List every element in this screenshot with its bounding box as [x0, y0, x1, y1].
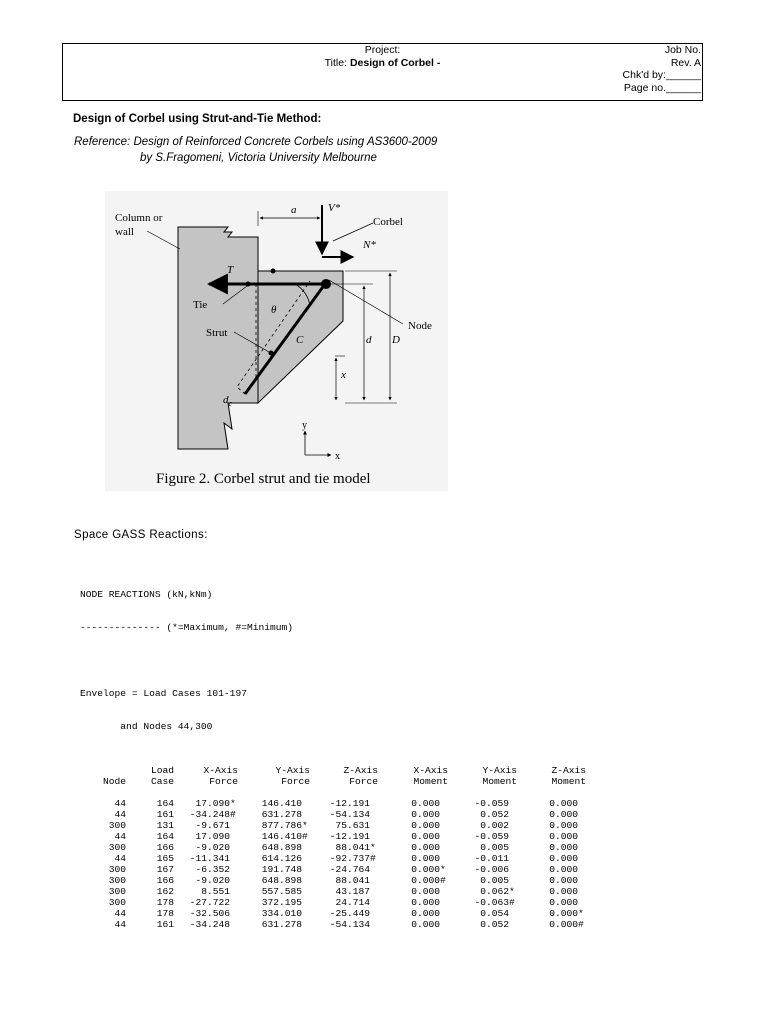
table-cell — [126, 875, 174, 886]
table-cell — [126, 853, 174, 864]
table-cell — [174, 864, 238, 875]
label-x: x — [341, 369, 346, 381]
title-block-right — [623, 44, 701, 94]
label-v: V* — [328, 202, 341, 214]
cell-flag: * — [509, 886, 515, 897]
reactions-table — [80, 765, 586, 930]
table-cell — [126, 842, 174, 853]
cell-value: 17.090 — [195, 798, 230, 809]
cell-value: 146.410 — [261, 798, 302, 809]
cell-value: -0.011 — [474, 853, 509, 864]
table-cell — [174, 831, 238, 842]
table-cell — [378, 864, 448, 875]
cell-value: 17.090 — [195, 831, 230, 842]
cell-value: 0.000 — [549, 842, 578, 853]
project-label: Project: — [364, 44, 401, 56]
table-cell — [80, 831, 126, 842]
table-cell — [310, 875, 378, 886]
table-cell — [126, 831, 174, 842]
cell-flag: # — [302, 831, 308, 842]
table-cell — [126, 919, 174, 930]
label-c: C — [296, 334, 304, 346]
label-d: d — [366, 334, 372, 346]
cell-value: 44 — [114, 853, 126, 864]
strut-tie-diagram — [105, 191, 448, 491]
cell-value: -32.506 — [189, 908, 230, 919]
table-cell — [80, 864, 126, 875]
table-cell — [310, 886, 378, 897]
reactions-report — [80, 567, 586, 941]
cell-value: 300 — [108, 886, 126, 897]
table-cell — [174, 886, 238, 897]
title-block — [62, 43, 703, 101]
table-cell — [238, 853, 310, 864]
cell-value: 44 — [114, 908, 126, 919]
tie-point — [246, 282, 251, 287]
table-cell — [448, 897, 517, 908]
cell-value: -0.059 — [474, 831, 509, 842]
table-row — [80, 864, 586, 875]
cell-value: -27.722 — [189, 897, 230, 908]
cell-flag: * — [230, 798, 236, 809]
cell-value: 161 — [156, 809, 174, 820]
table-cell — [448, 908, 517, 919]
table-cell — [238, 897, 310, 908]
table-cell — [80, 897, 126, 908]
cell-value: -9.671 — [195, 820, 230, 831]
section-title: Design of Corbel using Strut-and-Tie Method: — [73, 113, 322, 125]
table-cell — [517, 853, 586, 864]
table-cell — [80, 908, 126, 919]
report-legend: -------------- (*=Maximum, #=Minimum) — [80, 622, 294, 633]
table-cell — [238, 809, 310, 820]
reactions-label: Space GASS Reactions: — [74, 529, 208, 541]
table-cell — [378, 908, 448, 919]
table-cell — [126, 820, 174, 831]
table-cell — [448, 842, 517, 853]
cell-flag: # — [578, 919, 584, 930]
table-row — [80, 853, 586, 864]
cell-flag: * — [370, 842, 376, 853]
col-header: Z-Axis — [551, 765, 586, 776]
table-cell — [174, 908, 238, 919]
table-cell — [448, 820, 517, 831]
cell-flag: * — [302, 820, 308, 831]
table-cell — [378, 897, 448, 908]
cell-value: 0.000 — [411, 842, 440, 853]
cell-value: -11.341 — [189, 853, 230, 864]
title-value: Design of Corbel - — [349, 57, 441, 69]
table-row — [80, 886, 586, 897]
cell-value: 131 — [156, 820, 174, 831]
col-header: X-Axis — [413, 765, 448, 776]
label-theta: θ — [271, 304, 277, 316]
cell-value: 0.000 — [549, 864, 578, 875]
cell-flag: # — [440, 875, 446, 886]
table-cell — [238, 820, 310, 831]
table-cell — [517, 809, 586, 820]
cell-value: 0.000 — [549, 908, 578, 919]
checked-by: Chk'd by:______ — [622, 69, 701, 81]
cell-value: 0.000 — [549, 919, 578, 930]
cell-value: 0.000 — [549, 809, 578, 820]
cell-value: 648.898 — [261, 875, 302, 886]
cell-value: 75.631 — [335, 820, 370, 831]
cell-value: 0.000 — [549, 875, 578, 886]
cell-value: -34.248 — [189, 809, 230, 820]
label-wall: wall — [115, 226, 134, 238]
cell-value: 0.000 — [549, 897, 578, 908]
cell-value: 161 — [156, 919, 174, 930]
table-cell — [517, 908, 586, 919]
cell-value: 178 — [156, 908, 174, 919]
table-cell — [238, 798, 310, 809]
cell-value: 300 — [108, 864, 126, 875]
table-cell — [378, 809, 448, 820]
table-cell — [378, 820, 448, 831]
cell-value: -12.191 — [329, 831, 370, 842]
table-cell — [517, 842, 586, 853]
table-cell — [80, 886, 126, 897]
cell-value: 557.585 — [261, 886, 302, 897]
cell-value: 0.000 — [411, 853, 440, 864]
reference-line-2: by S.Fragomeni, Victoria University Melbourne — [140, 152, 377, 164]
col-header: Moment — [482, 776, 517, 787]
table-cell — [448, 919, 517, 930]
cell-value: 0.005 — [480, 842, 509, 853]
cell-value: -54.134 — [329, 809, 370, 820]
col-header: Moment — [551, 776, 586, 787]
cell-value: 8.551 — [201, 886, 230, 897]
table-row — [80, 897, 586, 908]
cell-flag: # — [230, 809, 236, 820]
cell-value: -24.764 — [329, 864, 370, 875]
table-cell — [174, 875, 238, 886]
cell-value: 300 — [108, 842, 126, 853]
cell-value: 0.000 — [411, 886, 440, 897]
table-cell — [517, 886, 586, 897]
cell-value: -54.134 — [329, 919, 370, 930]
col-header: Moment — [413, 776, 448, 787]
table-cell — [80, 809, 126, 820]
cell-value: 0.000 — [549, 886, 578, 897]
table-cell — [126, 897, 174, 908]
cell-flag: * — [440, 864, 446, 875]
cell-value: 300 — [108, 820, 126, 831]
cell-value: 0.000 — [411, 798, 440, 809]
cell-value: 24.714 — [335, 897, 370, 908]
table-cell — [238, 908, 310, 919]
report-envelope: Envelope = Load Cases 101-197 — [80, 688, 247, 699]
title-label: Title: — [324, 57, 348, 69]
table-cell — [238, 842, 310, 853]
cell-value: 648.898 — [261, 842, 302, 853]
table-cell — [238, 875, 310, 886]
col-header: Load — [150, 765, 174, 776]
corbel-figure — [105, 191, 448, 491]
table-cell — [80, 842, 126, 853]
col-header: Node — [102, 776, 126, 787]
cell-value: 0.000 — [411, 820, 440, 831]
col-header — [80, 765, 126, 776]
cell-value: 0.054 — [480, 908, 509, 919]
cell-value: 88.041 — [335, 842, 370, 853]
table-cell — [517, 831, 586, 842]
job-no: Job No. — [664, 44, 701, 56]
cell-value: 164 — [156, 831, 174, 842]
label-a: a — [291, 204, 297, 216]
table-row — [80, 919, 586, 930]
table-cell — [517, 864, 586, 875]
table-cell — [378, 886, 448, 897]
label-node: Node — [408, 320, 432, 332]
table-cell — [448, 853, 517, 864]
table-cell — [126, 809, 174, 820]
table-cell — [310, 908, 378, 919]
cell-value: 0.000 — [411, 809, 440, 820]
table-cell — [126, 886, 174, 897]
cell-value: 44 — [114, 919, 126, 930]
strut-point — [269, 351, 274, 356]
title-block-center — [63, 44, 702, 70]
cell-value: 146.410 — [261, 831, 302, 842]
cell-value: 0.000 — [411, 897, 440, 908]
table-row — [80, 809, 586, 820]
table-cell — [310, 853, 378, 864]
cell-value: 0.062 — [480, 886, 509, 897]
cell-flag: # — [370, 853, 376, 864]
table-cell — [80, 820, 126, 831]
cell-value: 0.000 — [549, 820, 578, 831]
cell-value: 0.000 — [549, 853, 578, 864]
cell-value: 166 — [156, 875, 174, 886]
table-header-bottom — [80, 776, 586, 787]
cell-value: -0.006 — [474, 864, 509, 875]
label-t: T — [227, 264, 234, 276]
cell-value: 334.010 — [261, 908, 302, 919]
cell-value: -0.059 — [474, 798, 509, 809]
label-column: Column or — [115, 212, 163, 224]
table-cell — [310, 798, 378, 809]
table-row — [80, 831, 586, 842]
report-nodes: and Nodes 44,300 — [80, 721, 213, 732]
cell-value: 165 — [156, 853, 174, 864]
table-cell — [448, 809, 517, 820]
cell-value: 164 — [156, 798, 174, 809]
table-cell — [310, 919, 378, 930]
cell-value: -12.191 — [329, 798, 370, 809]
cell-value: 0.000 — [549, 798, 578, 809]
cell-value: 0.000 — [549, 831, 578, 842]
table-cell — [448, 864, 517, 875]
cell-value: 877.786 — [261, 820, 302, 831]
table-cell — [310, 897, 378, 908]
label-axis-y: y — [302, 420, 307, 431]
col-header: Case — [150, 776, 174, 787]
cell-value: 0.052 — [480, 809, 509, 820]
reference — [74, 134, 437, 166]
table-cell — [517, 875, 586, 886]
cell-value: 614.126 — [261, 853, 302, 864]
table-cell — [310, 831, 378, 842]
title-line — [63, 57, 702, 70]
table-cell — [310, 809, 378, 820]
table-cell — [174, 820, 238, 831]
cell-value: 0.052 — [480, 919, 509, 930]
table-cell — [448, 798, 517, 809]
cell-value: 191.748 — [261, 864, 302, 875]
table-cell — [517, 919, 586, 930]
label-dc: $d_c$ — [223, 394, 233, 408]
table-cell — [448, 875, 517, 886]
reference-line-1: Reference: Design of Reinforced Concrete Corbels using AS3600-2009 — [74, 136, 438, 148]
cell-value: 300 — [108, 897, 126, 908]
cell-value: 631.278 — [261, 919, 302, 930]
table-cell — [238, 864, 310, 875]
cell-value: 0.000 — [411, 908, 440, 919]
table-cell — [174, 853, 238, 864]
table-cell — [174, 798, 238, 809]
table-row — [80, 875, 586, 886]
cell-value: 0.000 — [411, 831, 440, 842]
cell-value: 88.041 — [335, 875, 370, 886]
table-cell — [80, 919, 126, 930]
table-cell — [310, 842, 378, 853]
table-header-top — [80, 765, 586, 776]
corbel-point — [271, 269, 276, 274]
cell-value: -34.248 — [189, 919, 230, 930]
cell-value: 166 — [156, 842, 174, 853]
table-cell — [238, 919, 310, 930]
table-cell — [174, 842, 238, 853]
table-cell — [80, 798, 126, 809]
cell-value: 300 — [108, 875, 126, 886]
table-cell — [174, 919, 238, 930]
cell-value: 162 — [156, 886, 174, 897]
table-cell — [378, 831, 448, 842]
table-cell — [126, 908, 174, 919]
cell-value: -6.352 — [195, 864, 230, 875]
cell-value: -0.063 — [474, 897, 509, 908]
cell-value: -92.737 — [329, 853, 370, 864]
table-cell — [448, 831, 517, 842]
cell-flag: * — [578, 908, 584, 919]
table-cell — [310, 820, 378, 831]
revision: Rev. A — [670, 56, 701, 69]
table-cell — [174, 809, 238, 820]
cell-value: -9.020 — [195, 842, 230, 853]
col-header: Force — [349, 776, 378, 787]
table-cell — [126, 798, 174, 809]
table-cell — [378, 842, 448, 853]
cell-value: -9.020 — [195, 875, 230, 886]
cell-value: 178 — [156, 897, 174, 908]
cell-value: 0.002 — [480, 820, 509, 831]
table-cell — [378, 919, 448, 930]
col-header: Y-Axis — [275, 765, 310, 776]
col-header: Force — [281, 776, 310, 787]
table-cell — [378, 853, 448, 864]
cell-value: 43.187 — [335, 886, 370, 897]
label-corbel: Corbel — [373, 216, 403, 228]
col-header: Y-Axis — [482, 765, 517, 776]
cell-value: 167 — [156, 864, 174, 875]
label-tie: Tie — [193, 299, 208, 311]
cell-value: 0.000 — [411, 875, 440, 886]
cell-value: 0.000 — [411, 864, 440, 875]
report-title: NODE REACTIONS (kN,kNm) — [80, 589, 213, 600]
table-cell — [517, 798, 586, 809]
cell-value: 631.278 — [261, 809, 302, 820]
table-cell — [517, 820, 586, 831]
label-D: D — [392, 334, 400, 346]
table-cell — [310, 864, 378, 875]
label-strut: Strut — [206, 327, 228, 339]
label-axis-x: x — [335, 451, 340, 462]
cell-value: 44 — [114, 809, 126, 820]
table-cell — [378, 798, 448, 809]
table-cell — [80, 875, 126, 886]
table-cell — [174, 897, 238, 908]
cell-value: -25.449 — [329, 908, 370, 919]
table-cell — [378, 875, 448, 886]
cell-value: 372.195 — [261, 897, 302, 908]
table-cell — [517, 897, 586, 908]
col-header: X-Axis — [203, 765, 238, 776]
cell-value: 0.005 — [480, 875, 509, 886]
figure-caption: Figure 2. Corbel strut and tie model — [156, 471, 371, 487]
cell-value: 0.000 — [411, 919, 440, 930]
table-row — [80, 820, 586, 831]
cell-value: 44 — [114, 798, 126, 809]
table-cell — [238, 886, 310, 897]
table-row — [80, 908, 586, 919]
table-cell — [238, 831, 310, 842]
table-row — [80, 798, 586, 809]
col-header: Z-Axis — [343, 765, 378, 776]
table-cell — [80, 853, 126, 864]
table-cell — [448, 886, 517, 897]
cell-value: 44 — [114, 831, 126, 842]
reactions-table-body — [80, 798, 586, 930]
col-header: Force — [209, 776, 238, 787]
cell-flag: # — [509, 897, 515, 908]
table-cell — [126, 864, 174, 875]
table-row — [80, 842, 586, 853]
page-no: Page no.______ — [623, 81, 701, 94]
label-n: N* — [363, 239, 376, 251]
